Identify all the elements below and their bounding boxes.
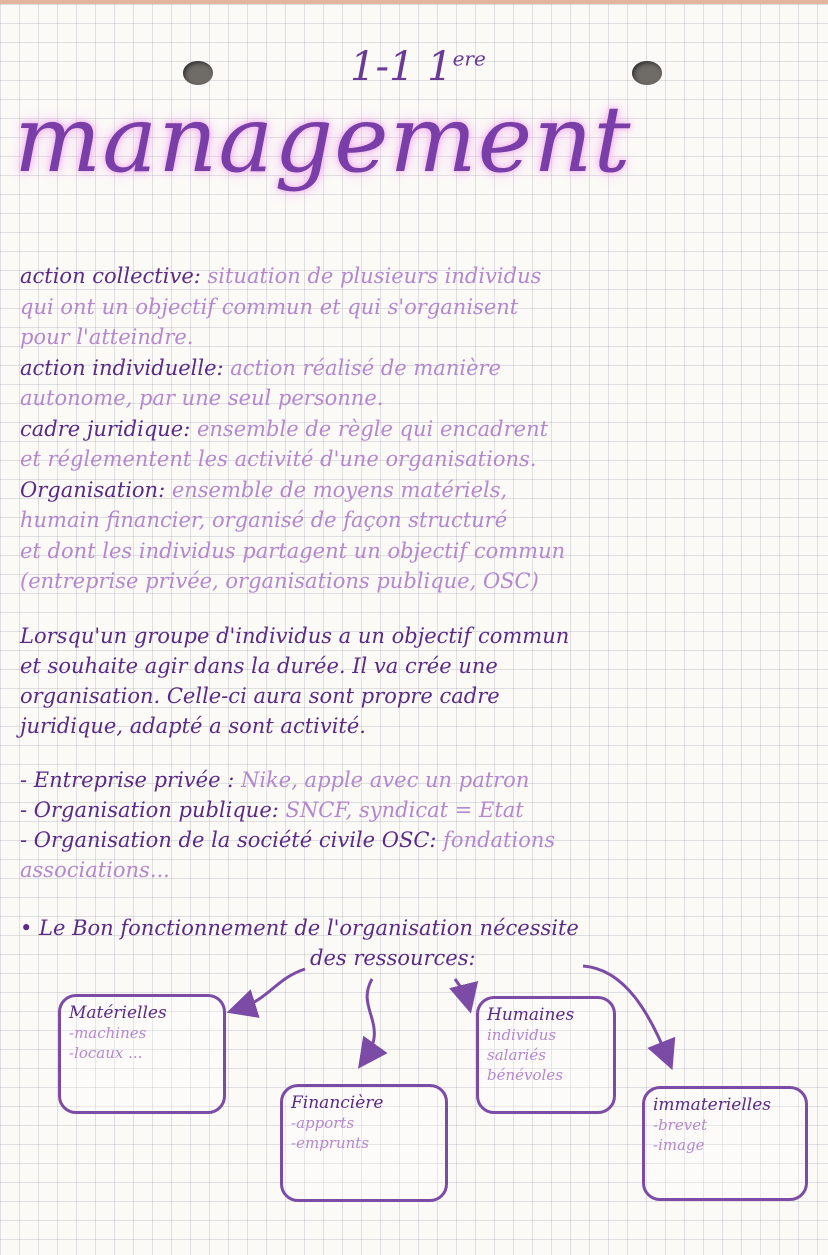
paragraph-text: juridique, adapté a sont activité. [20,714,366,738]
paragraph-text: et souhaite agir dans la durée. Il va crée une [20,654,498,678]
paragraph-text: organisation. Celle-ci aura sont propre cadre [20,684,500,708]
box-title: Humaines [487,1005,575,1025]
definition-text: (entreprise privée, organisations publique, OSC) [20,569,539,593]
arrow-materielles [238,969,305,1009]
definition-text: pour l'atteindre. [20,325,194,349]
box-item: -apports [291,1114,355,1132]
paragraph-text: Lorsqu'un groupe d'individus a un objectif commun [20,624,570,648]
definition-term: action individuelle: [20,355,224,380]
box-financiere [280,1084,448,1202]
definition-term: cadre juridique: [20,416,191,441]
definition-text: et réglementent les activité d'une organisations. [20,447,537,471]
list-text: fondations [443,828,556,852]
list-term: - Entreprise privée : [20,768,241,792]
definition-text: ensemble de règle qui encadrent [190,416,549,441]
box-materielles [58,994,226,1114]
lesson-number: 1-1 1ere [350,44,486,90]
box-immaterielles [642,1086,808,1201]
definition-text: situation de plusieurs individus [200,264,542,288]
definition-text: action réalisé de manière [223,355,501,380]
box-item: salariés [487,1046,546,1064]
box-humaines [476,996,616,1114]
list-term: - Organisation publique: [20,798,286,822]
box-title: immaterielles [653,1095,771,1115]
definition-text: ensemble de moyens matériels, [165,477,508,502]
list-text: Nike, apple avec un patron [240,768,530,792]
list-text: associations... [20,858,170,882]
definition-term: action collective: [20,264,201,288]
definition-text: et dont les individus partagent un objectif commun [20,538,566,563]
arrow-financiere [365,979,374,1059]
box-item: -machines [69,1024,147,1042]
definition-text: autonome, par une seul personne. [20,386,384,410]
list-text: SNCF, syndicat = Etat [285,798,524,822]
box-title: Matérielles [69,1003,167,1023]
page-title: management [14,86,632,193]
box-item: -brevet [653,1116,708,1134]
list-term: - Organisation de la société civile OSC: [20,828,444,852]
arrow-humaines [455,979,468,1002]
definition-text: humain financier, organisé de façon structuré [20,508,508,532]
box-item: -image [653,1136,705,1154]
box-item: -locaux ... [69,1044,143,1062]
definition-text: qui ont un objectif commun et qui s'organisent [20,294,519,319]
definition-term: Organisation: [20,477,166,502]
box-item: -emprunts [291,1134,369,1152]
box-title: Financière [291,1093,384,1113]
bullet-text: • Le Bon fonctionnement de l'organisation nécessite [20,916,579,940]
box-item: individus [487,1026,557,1044]
bullet-text: des ressources: [310,946,476,970]
box-item: bénévoles [487,1066,563,1084]
